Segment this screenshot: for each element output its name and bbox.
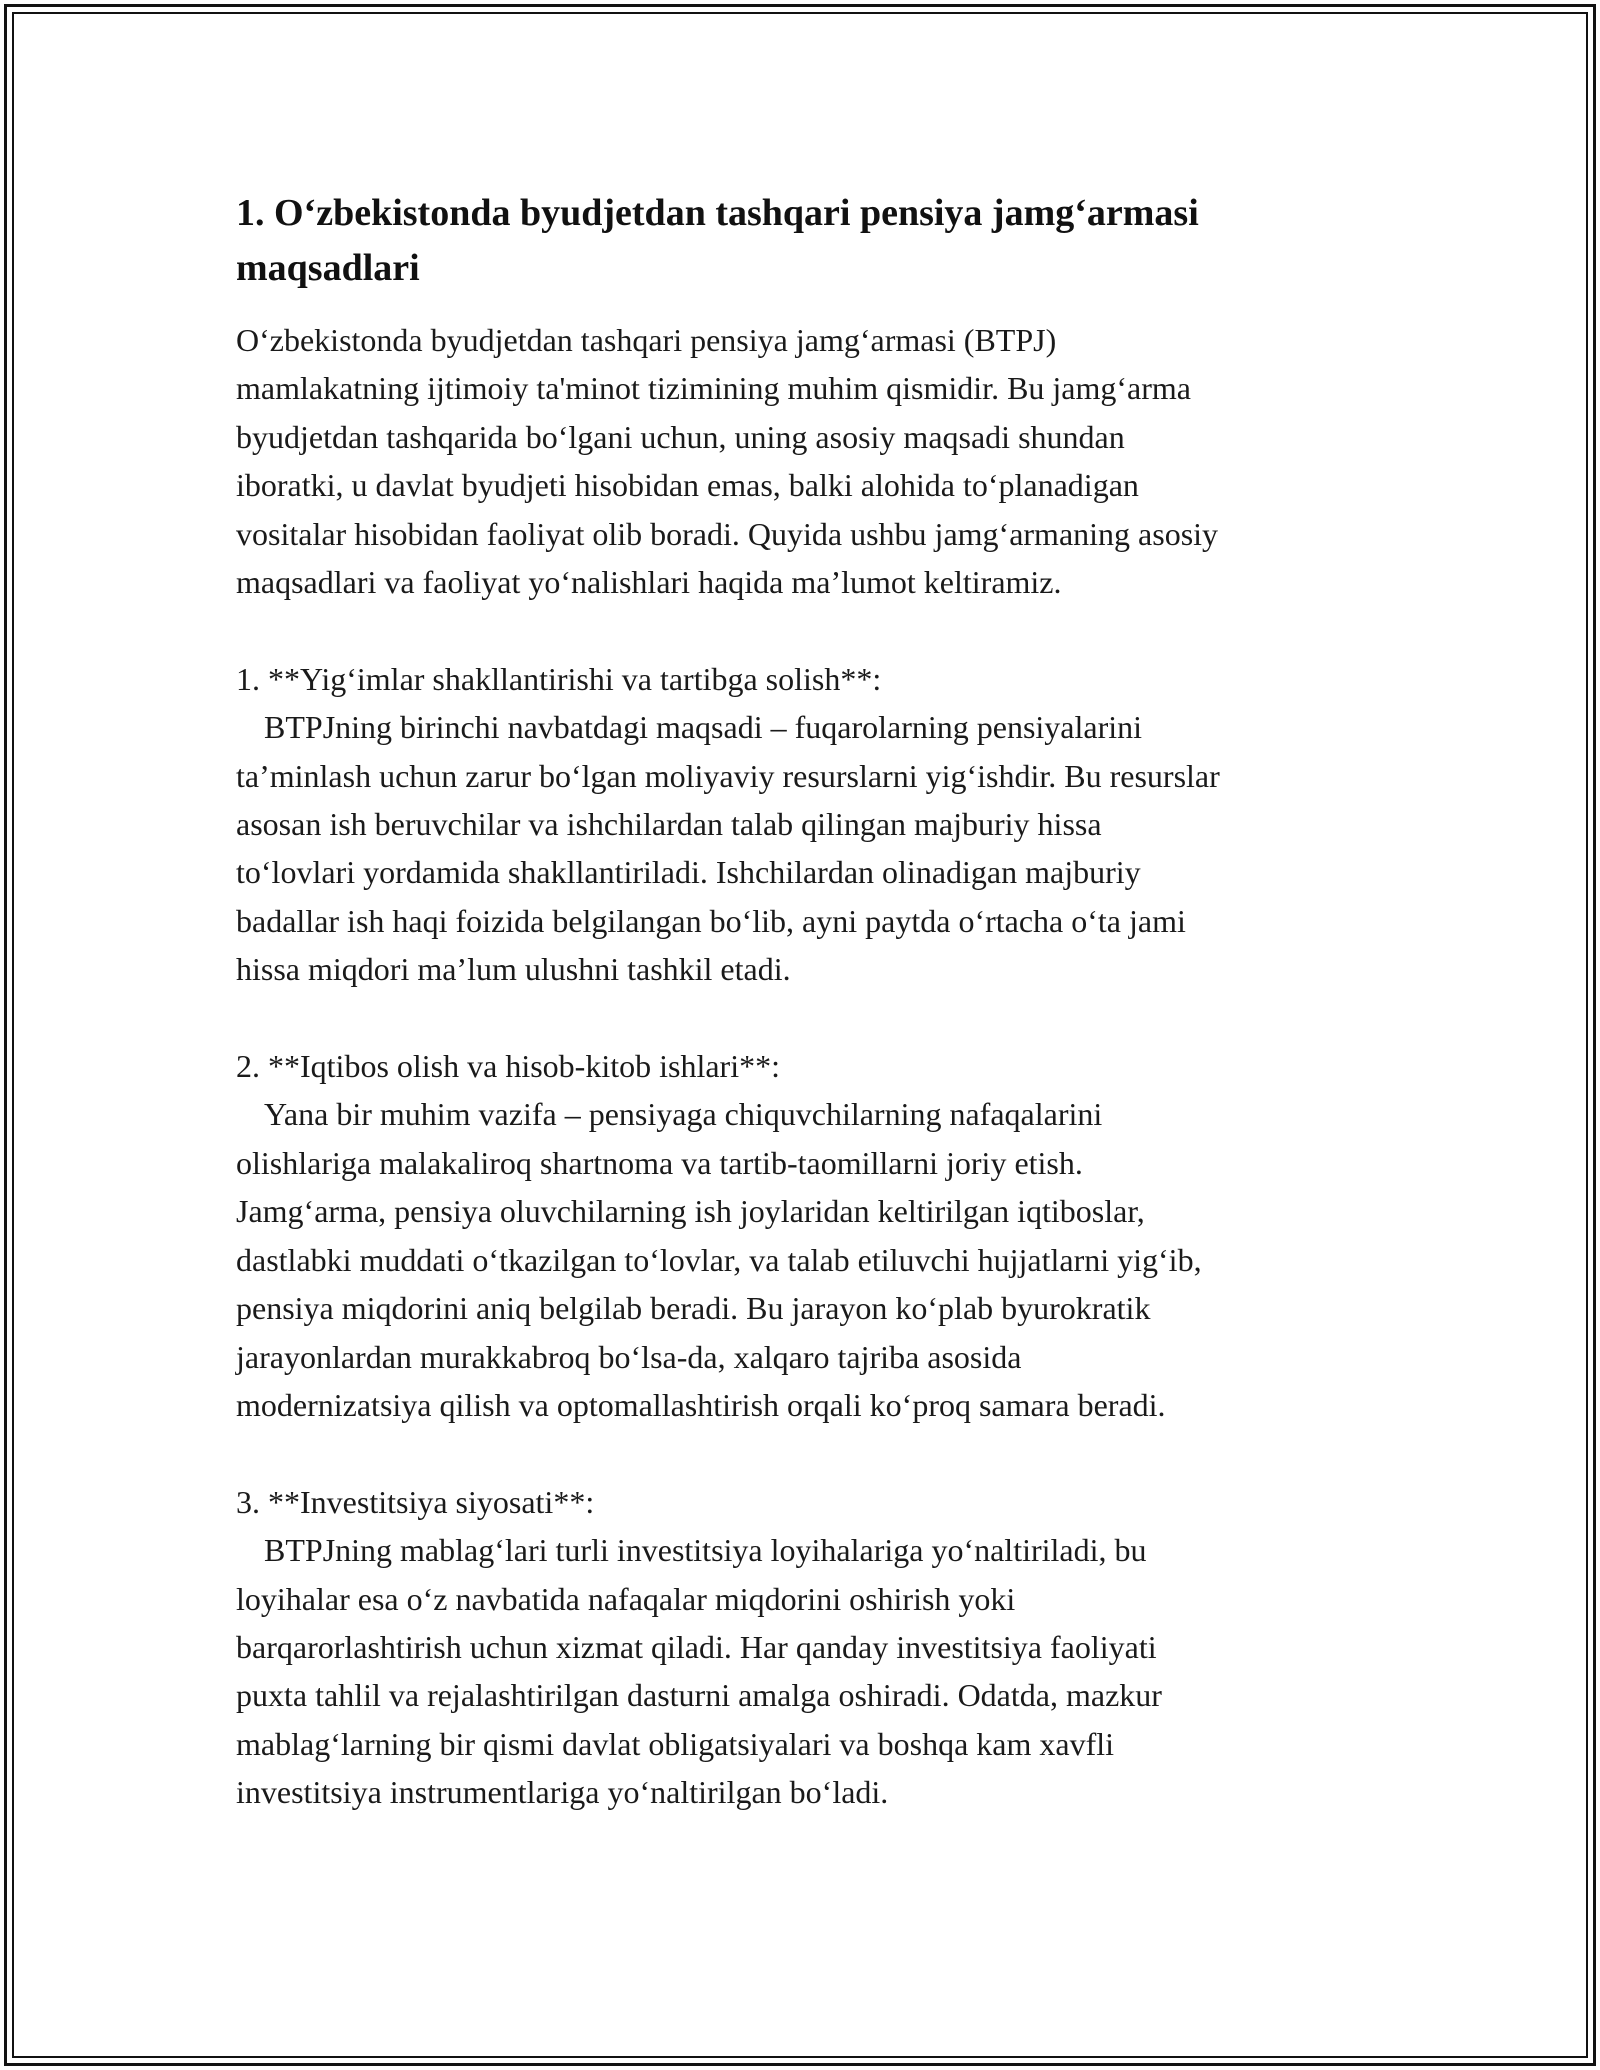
paragraph-spacer: [236, 1429, 1376, 1477]
paragraph-spacer: [236, 994, 1376, 1042]
list-item-title: 1. **Yig‘imlar shakllantirishi va tartibga solish**:: [236, 660, 882, 697]
list-item-body: Yana bir muhim vazifa – pensiyaga chiquvchilarning nafaqalarini olishlariga malakaliroq shartnoma va tartib-taomillarni joriy etish. Jamg‘arma, pensiya oluvchilarning ish joylaridan keltirilgan iqtiboslar, dastlabki muddati o‘tkazilgan to‘lovlar, va talab etiluvchi hujjatlarni yig‘ib, pensiya miqdorini aniq belgilab beradi. Bu jarayon ko‘plab byurokratik jarayonlardan murakkabroq bo‘lsa-da, xalqaro tajriba asosida modernizatsiya qilish va optomallashtirish orqali ko‘proq samara beradi.: [236, 1096, 1202, 1423]
paragraph-spacer: [236, 606, 1376, 654]
list-item: [236, 1042, 1376, 1429]
list-item: [236, 1478, 1376, 1817]
document-body: [236, 186, 1376, 1817]
list-item-title: 3. **Investitsiya siyosati**:: [236, 1483, 595, 1520]
list-item-body: BTPJning birinchi navbatdagi maqsadi – fuqarolarning pensiyalarini ta’minlash uchun zarur bo‘lgan moliyaviy resurslarni yig‘ishdir. Bu resurslar asosan ish beruvchilar va ishchilardan talab qilingan majburiy hissa to‘lovlari yordamida shakllantiriladi. Ishchilardan olinadigan majburiy badallar ish haqi foizida belgilangan bo‘lib, ayni paytda o‘rtacha o‘ta jami hissa miqdori ma’lum ulushni tashkil etadi.: [236, 709, 1220, 988]
list-item: [236, 655, 1376, 994]
list-item-body: BTPJning mablag‘lari turli investitsiya loyihalariga yo‘naltiriladi, bu loyihalar esa o‘z navbatida nafaqalar miqdorini oshirish yoki barqarorlashtirish uchun xizmat qiladi. Har qanday investitsiya faoliyati puxta tahlil va rejalashtirilgan dasturni amalga oshiradi. Odatda, mazkur mablag‘larning bir qismi davlat obligatsiyalari va boshqa kam xavfli investitsiya instrumentlariga yo‘naltirilgan bo‘ladi.: [236, 1532, 1162, 1811]
intro-paragraph: O‘zbekistonda byudjetdan tashqari pensiya jamg‘armasi (BTPJ) mamlakatning ijtimoiy ta'minot tizimining muhim qismidir. Bu jamg‘arma byudjetdan tashqarida bo‘lgani uchun, uning asosiy maqsadi shundan iboratki, u davlat byudjeti hisobidan emas, balki alohida to‘planadigan vositalar hisobidan faoliyat olib boradi. Quyida ushbu jamg‘armaning asosiy maqsadlari va faoliyat yo‘nalishlari haqida ma’lumot keltiramiz.: [236, 322, 1219, 601]
list-item-title: 2. **Iqtibos olish va hisob-kitob ishlari**:: [236, 1048, 780, 1085]
section-heading: 1. O‘zbekistonda byudjetdan tashqari pensiya jamg‘armasi maqsadlari: [236, 192, 1199, 289]
